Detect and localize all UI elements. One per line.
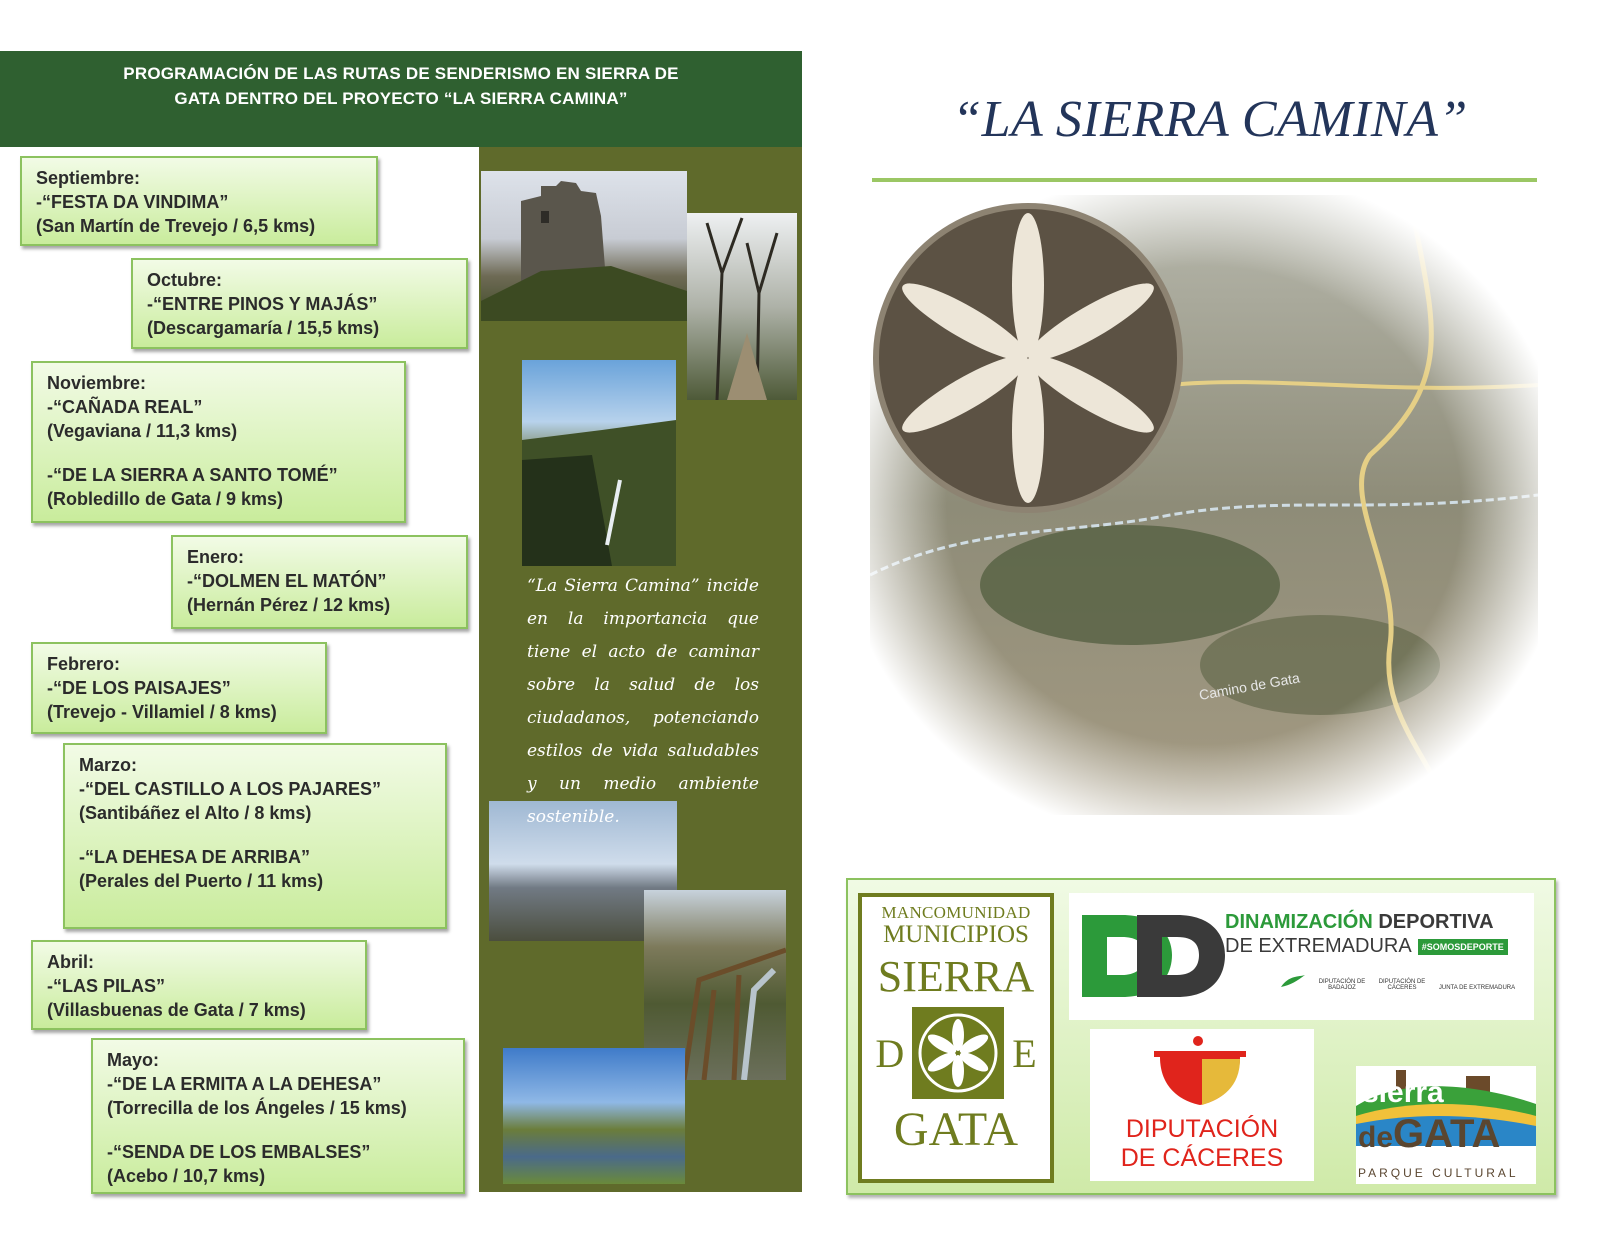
- river-photo: [503, 1048, 685, 1184]
- sg-parque-cultural: PARQUE CULTURAL: [1358, 1166, 1519, 1180]
- mm-letter-d: D: [875, 1030, 905, 1076]
- route-box-enero: [171, 535, 468, 629]
- route-name: -“DE LA SIERRA A SANTO TOMÉ”: [47, 465, 338, 485]
- dd-word-extremadura: DE EXTREMADURA: [1225, 935, 1412, 957]
- dd-word-dinamizacion: DINAMIZACIÓN: [1225, 911, 1373, 933]
- route-detail: (Trevejo - Villamiel / 8 kms): [47, 702, 277, 722]
- route-detail: (Perales del Puerto / 11 kms): [79, 871, 324, 891]
- route-detail: (Descargamaría / 15,5 kms): [147, 318, 380, 338]
- somosdeporte-badge: #SOMOSDEPORTE: [1418, 939, 1508, 955]
- sg-word-sierra: sierra: [1362, 1076, 1444, 1109]
- sg-word-gata: GATA: [1393, 1112, 1501, 1156]
- dd-institutions: [1279, 973, 1517, 991]
- route-detail: (Hernán Pérez / 12 kms): [187, 595, 391, 615]
- diputacion-emblem-icon: [1090, 1029, 1314, 1109]
- caceres-label: DIPUTACIÓN DE CÁCERES: [1378, 979, 1426, 991]
- diputacion-caceres-logo: [1090, 1029, 1314, 1181]
- route-box-mayo: [91, 1038, 465, 1194]
- stone-mosaic-circle: [876, 206, 1180, 510]
- aerial-map: [870, 195, 1538, 815]
- month-label: Febrero:: [47, 654, 121, 674]
- diputacion-text: [1090, 1115, 1314, 1173]
- dd-title-line-2: [1225, 935, 1508, 958]
- route-detail: (Acebo / 10,7 kms): [107, 1166, 266, 1186]
- diputacion-line-2: DE CÁCERES: [1120, 1144, 1284, 1172]
- project-description: “La Sierra Camina” incide en la importancia que tiene el acto de caminar sobre la salud de los ciudadanos, potenciando estilos de vida saludables y un medio ambiente sostenible.: [527, 576, 759, 827]
- route-box-noviembre: [31, 361, 406, 523]
- route-detail: (Torrecilla de los Ángeles / 15 kms): [107, 1098, 407, 1118]
- castle-illustration: [481, 171, 687, 321]
- leaf-icon: [1279, 973, 1307, 991]
- route-name: -“ENTRE PINOS Y MAJÁS”: [147, 294, 378, 314]
- sierra-gata-parque-logo: [1356, 1066, 1536, 1184]
- brochure-title: “LA SIERRA CAMINA”: [952, 91, 1468, 148]
- route-name: -“LAS PILAS”: [47, 976, 166, 996]
- route-name: -“CAÑADA REAL”: [47, 397, 203, 417]
- dd-monogram-icon: [1077, 905, 1227, 1005]
- waterfall-illustration: [522, 360, 676, 566]
- title-divider: [872, 178, 1537, 182]
- route-name: -“DEL CASTILLO A LOS PAJARES”: [79, 779, 382, 799]
- brochure-header: [0, 51, 802, 147]
- route-box-septiembre: [20, 156, 378, 246]
- forest-path-photo: [687, 213, 797, 400]
- route-name: -“DE LOS PAISAJES”: [47, 678, 231, 698]
- junta-label: JUNTA DE EXTREMADURA: [1438, 985, 1516, 991]
- route-detail: (San Martín de Trevejo / 6,5 kms): [36, 216, 316, 236]
- dinamizacion-deportiva-logo: [1069, 893, 1534, 1020]
- dd-word-deportiva: DEPORTIVA: [1378, 911, 1494, 933]
- castle-photo: [481, 171, 687, 321]
- mm-letter-e: E: [1012, 1030, 1037, 1076]
- route-name: -“DE LA ERMITA A LA DEHESA”: [107, 1074, 382, 1094]
- month-label: Enero:: [187, 547, 245, 567]
- route-detail: (Robledillo de Gata / 9 kms): [47, 489, 284, 509]
- route-box-octubre: [131, 258, 468, 349]
- mancomunidad-logo: [858, 893, 1054, 1183]
- month-label: Septiembre:: [36, 168, 141, 188]
- month-label: Abril:: [47, 952, 94, 972]
- route-name: -“FESTA DA VINDIMA”: [36, 192, 229, 212]
- header-line-2: GATA DENTRO DEL PROYECTO “LA SIERRA CAMINA”: [174, 89, 628, 108]
- month-label: Marzo:: [79, 755, 137, 775]
- route-detail: (Santibáñez el Alto / 8 kms): [79, 803, 312, 823]
- diputacion-line-1: DIPUTACIÓN: [1125, 1115, 1279, 1143]
- badajoz-label: DIPUTACIÓN DE BADAJOZ: [1318, 979, 1366, 991]
- flower-emblem-icon: [912, 1007, 1004, 1099]
- sg-word-de: de: [1358, 1121, 1394, 1154]
- dd-title-line-1: [1225, 911, 1494, 934]
- month-label: Noviembre:: [47, 373, 147, 393]
- route-detail: (Vegaviana / 11,3 kms): [47, 421, 238, 441]
- header-line-1: PROGRAMACIÓN DE LAS RUTAS DE SENDERISMO EN SIERRA DE: [123, 64, 679, 83]
- mm-line-1: MANCOMUNIDAD: [881, 903, 1031, 922]
- mm-line-3: SIERRA: [877, 952, 1035, 1001]
- month-label: Mayo:: [107, 1050, 160, 1070]
- mm-line-2: MUNICIPIOS: [883, 921, 1029, 948]
- route-name: -“DOLMEN EL MATÓN”: [187, 571, 387, 591]
- waterfall-photo: [522, 360, 676, 566]
- month-label: Octubre:: [147, 270, 223, 290]
- route-box-marzo: [63, 743, 447, 929]
- route-name: -“LA DEHESA DE ARRIBA”: [79, 847, 311, 867]
- route-detail: (Villasbuenas de Gata / 7 kms): [47, 1000, 306, 1020]
- trees-illustration: [687, 213, 797, 400]
- map-illustration: [870, 195, 1538, 815]
- route-box-febrero: [31, 642, 327, 734]
- sg-words-de-gata: [1358, 1112, 1500, 1157]
- mm-line-4: GATA: [893, 1103, 1019, 1156]
- route-name: -“SENDA DE LOS EMBALSES”: [107, 1142, 371, 1162]
- route-box-abril: [31, 940, 367, 1030]
- mm-emblem-row: [862, 1007, 1050, 1099]
